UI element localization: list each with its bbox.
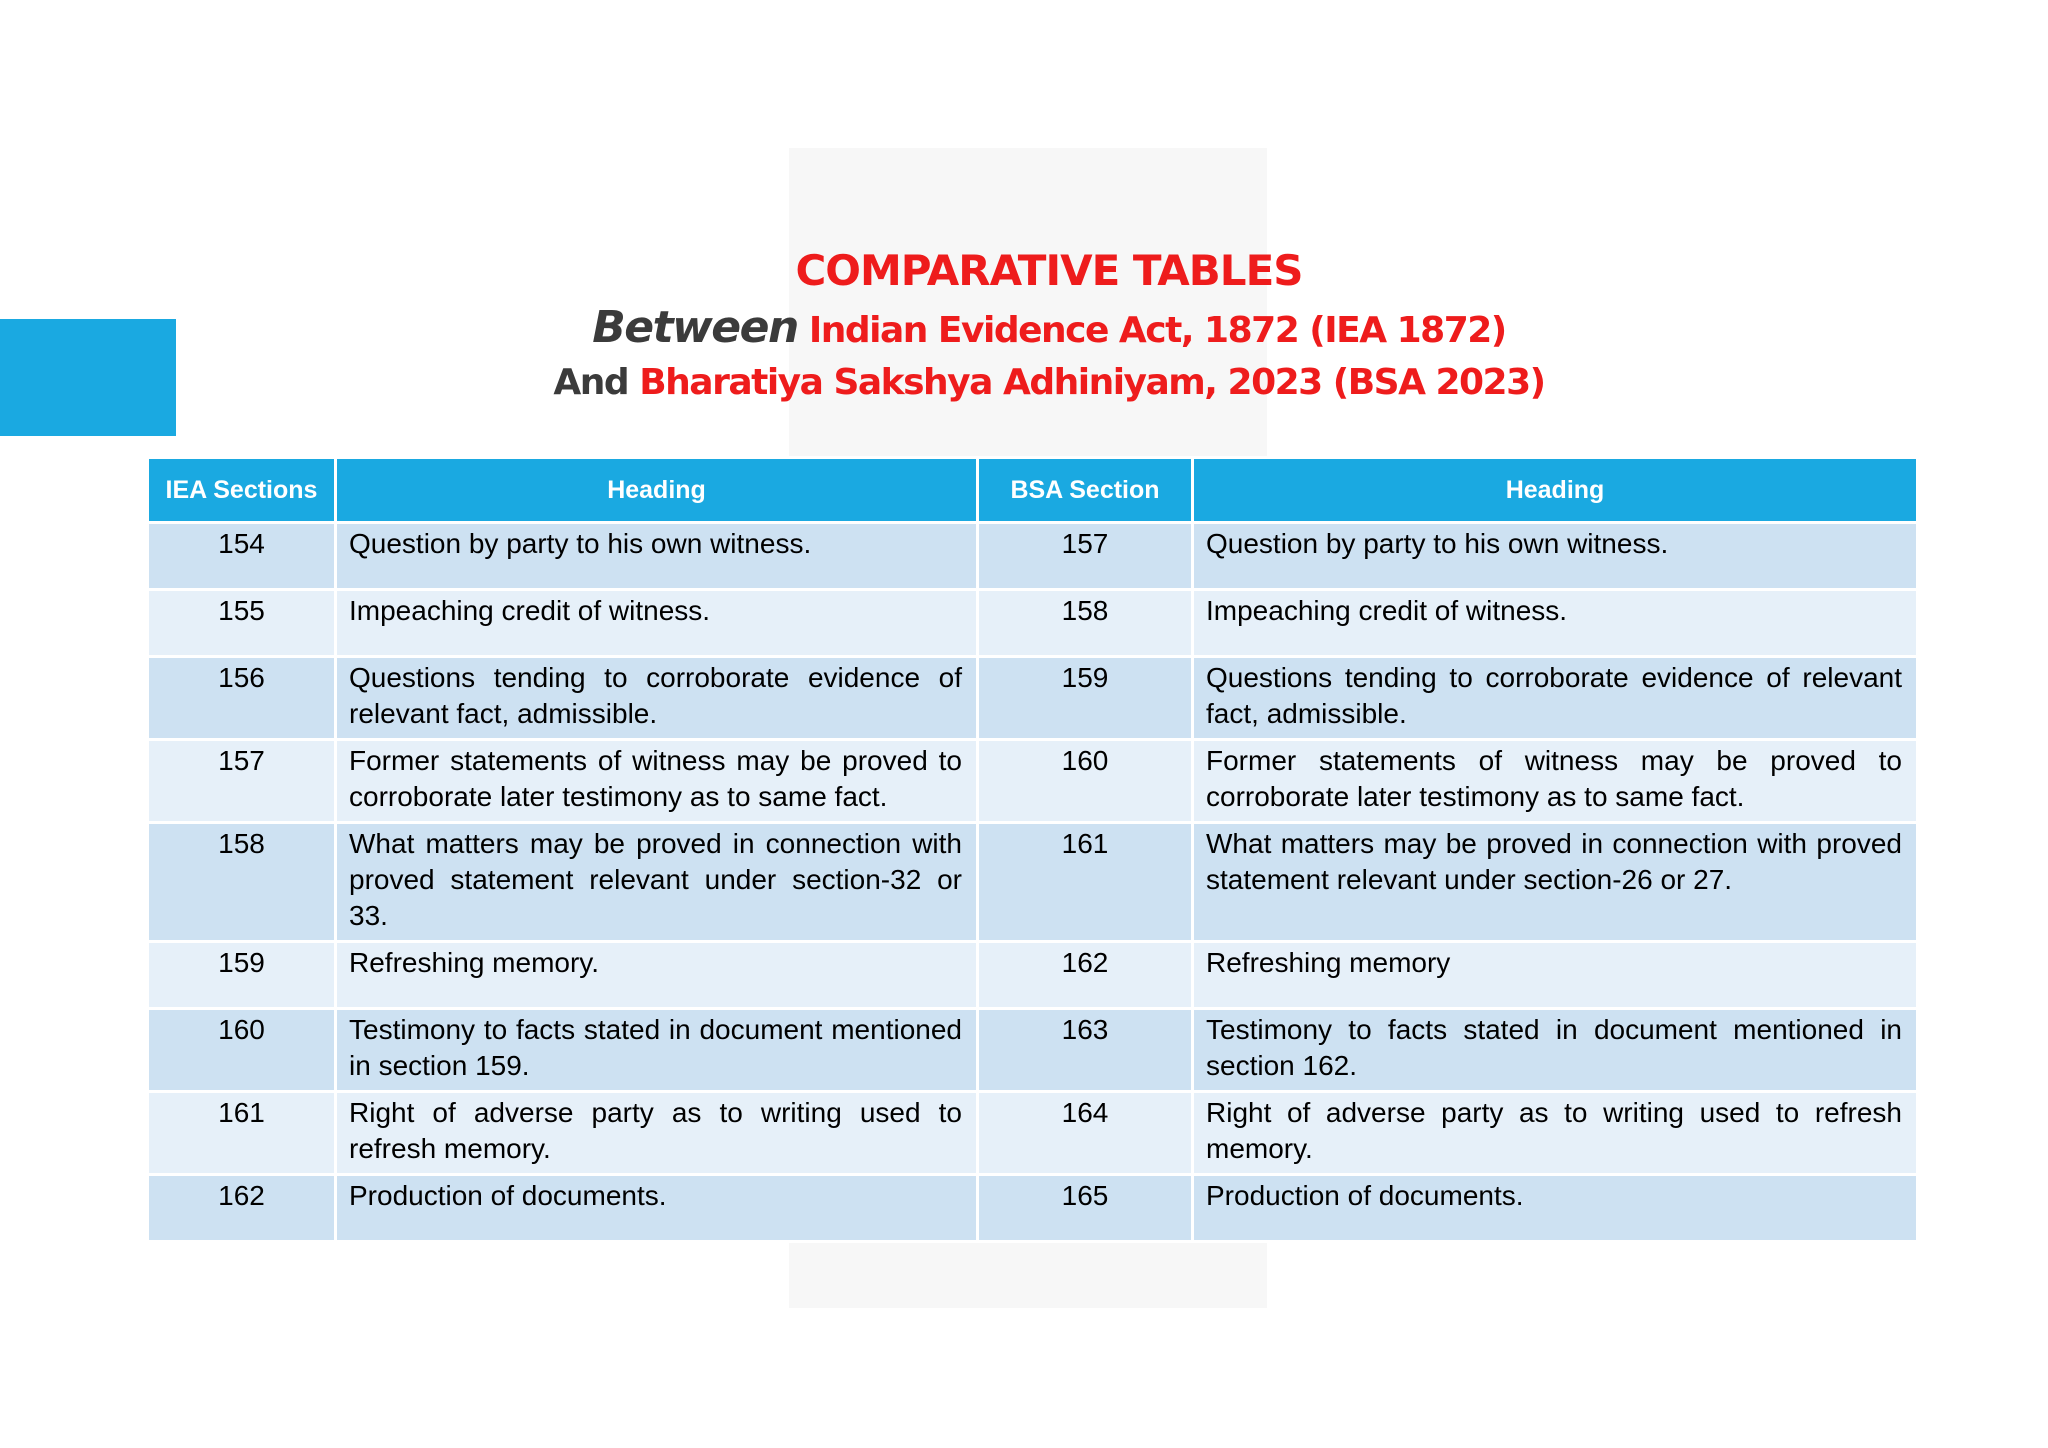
iea-heading-cell: Impeaching credit of witness.: [336, 590, 978, 657]
iea-section-cell: 155: [148, 590, 336, 657]
iea-section-cell: 160: [148, 1009, 336, 1092]
header-bsa-section: BSA Section: [978, 458, 1193, 523]
bsa-section-cell: 158: [978, 590, 1193, 657]
iea-heading-cell: Question by party to his own witness.: [336, 523, 978, 590]
title-area: [0, 240, 2048, 409]
iea-heading-cell: What matters may be proved in connection with proved statement relevant under section-32 or 33.: [336, 823, 978, 942]
title-and: And: [553, 362, 629, 403]
iea-heading-cell: Testimony to facts stated in document mentioned in section 159.: [336, 1009, 978, 1092]
table-row: [148, 1009, 1918, 1092]
bsa-heading-cell: Questions tending to corroborate evidence of relevant fact, admissible.: [1193, 657, 1918, 740]
bsa-heading-cell: What matters may be proved in connection with proved statement relevant under section-26 or 27.: [1193, 823, 1918, 942]
table-row: [148, 1175, 1918, 1242]
title-line-2: [50, 302, 2048, 357]
title-bsa-act: Bharatiya Sakshya Adhiniyam, 2023 (BSA 2023): [639, 362, 1545, 403]
title-iea-act: Indian Evidence Act, 1872 (IEA 1872): [808, 310, 1506, 351]
iea-section-cell: 156: [148, 657, 336, 740]
iea-heading-cell: Production of documents.: [336, 1175, 978, 1242]
header-iea-sections: IEA Sections: [148, 458, 336, 523]
comparison-table: [146, 456, 1919, 1243]
iea-section-cell: 157: [148, 740, 336, 823]
table-row: [148, 523, 1918, 590]
bsa-heading-cell: Former statements of witness may be proved to corroborate later testimony as to same fact.: [1193, 740, 1918, 823]
bsa-heading-cell: Production of documents.: [1193, 1175, 1918, 1242]
iea-section-cell: 162: [148, 1175, 336, 1242]
iea-section-cell: 154: [148, 523, 336, 590]
iea-heading-cell: Former statements of witness may be proved to corroborate later testimony as to same fact.: [336, 740, 978, 823]
page-title: COMPARATIVE TABLES: [795, 246, 1303, 295]
title-between: Between: [592, 302, 798, 353]
bsa-section-cell: 165: [978, 1175, 1193, 1242]
bsa-section-cell: 160: [978, 740, 1193, 823]
bsa-section-cell: 164: [978, 1092, 1193, 1175]
table-row: [148, 942, 1918, 1009]
bsa-section-cell: 159: [978, 657, 1193, 740]
header-iea-heading: Heading: [336, 458, 978, 523]
bsa-heading-cell: Question by party to his own witness.: [1193, 523, 1918, 590]
table-row: [148, 657, 1918, 740]
bsa-section-cell: 161: [978, 823, 1193, 942]
iea-heading-cell: Refreshing memory.: [336, 942, 978, 1009]
table-row: [148, 823, 1918, 942]
header-bsa-heading: Heading: [1193, 458, 1918, 523]
table-row: [148, 1092, 1918, 1175]
bsa-section-cell: 163: [978, 1009, 1193, 1092]
iea-section-cell: 158: [148, 823, 336, 942]
iea-section-cell: 161: [148, 1092, 336, 1175]
table-row: [148, 740, 1918, 823]
bsa-heading-cell: Right of adverse party as to writing used to refresh memory.: [1193, 1092, 1918, 1175]
iea-heading-cell: Questions tending to corroborate evidence of relevant fact, admissible.: [336, 657, 978, 740]
bsa-heading-cell: Impeaching credit of witness.: [1193, 590, 1918, 657]
bsa-heading-cell: Refreshing memory: [1193, 942, 1918, 1009]
iea-heading-cell: Right of adverse party as to writing used to refresh memory.: [336, 1092, 978, 1175]
bsa-section-cell: 157: [978, 523, 1193, 590]
title-line-3: [50, 357, 2048, 409]
bsa-heading-cell: Testimony to facts stated in document mentioned in section 162.: [1193, 1009, 1918, 1092]
table-row: [148, 590, 1918, 657]
bsa-section-cell: 162: [978, 942, 1193, 1009]
iea-section-cell: 159: [148, 942, 336, 1009]
table-header-row: [148, 458, 1918, 523]
